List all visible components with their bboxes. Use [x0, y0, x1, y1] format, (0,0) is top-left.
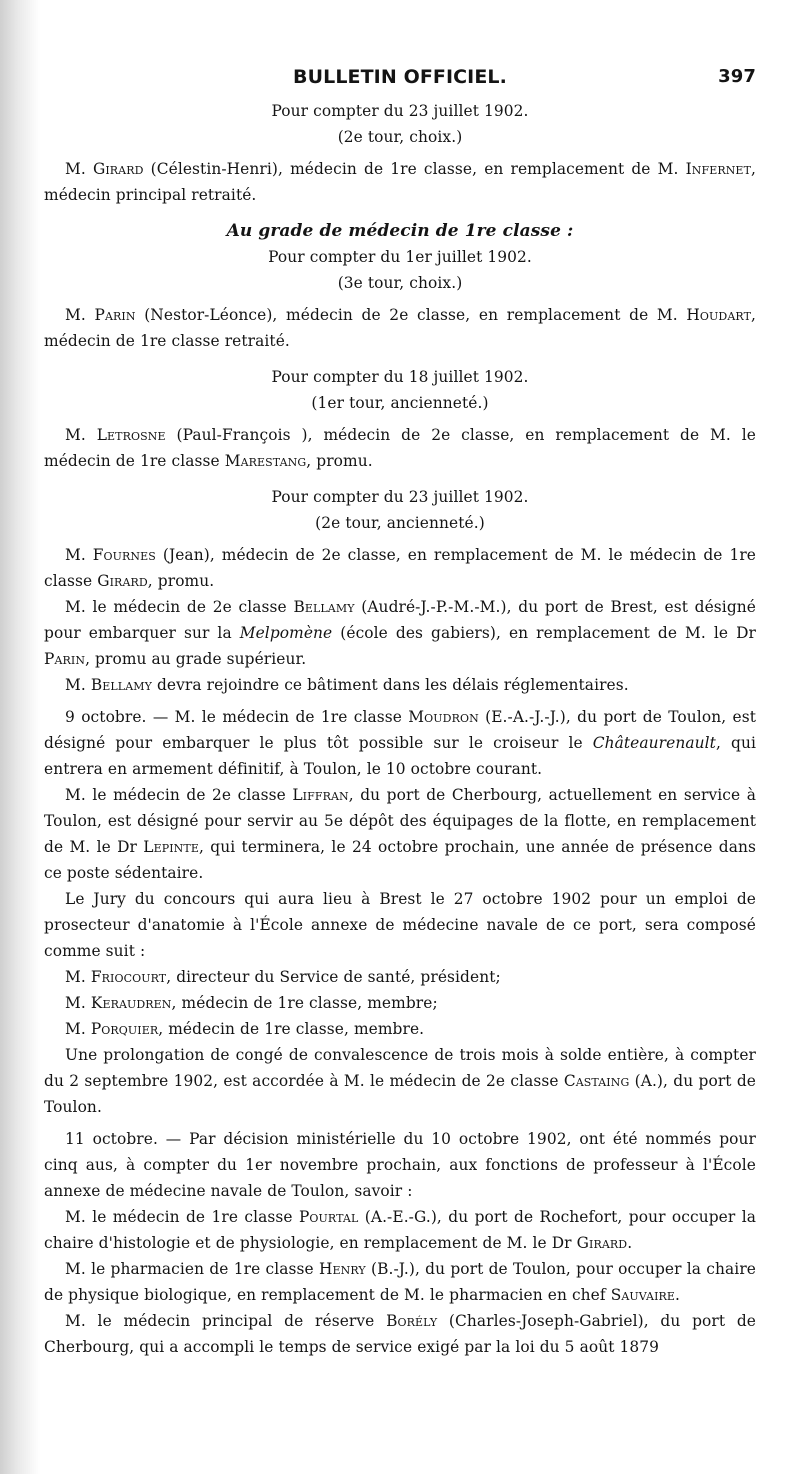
- running-title: BULLETIN OFFICIEL.: [293, 66, 507, 88]
- scan-edge-shadow: [0, 0, 40, 1474]
- tour-line: (2e tour, choix.): [337, 128, 463, 146]
- paragraph: M. le médecin de 1re classe Pourtal (A.-E.-G.), du port de Rochefort, pour occuper la chaire d'histologie et de physiologie, en remplacement de M. le Dr Girard.: [44, 1208, 756, 1252]
- section-heading: Au grade de médecin de 1re classe :: [226, 221, 574, 241]
- page-header: [44, 62, 756, 98]
- paragraph: M. Friocourt, directeur du Service de santé, président;: [65, 968, 501, 986]
- page-number: 397: [718, 66, 756, 87]
- paragraph: M. Letrosne (Paul-François ), médecin de 2e classe, en remplacement de M. le médecin de 1re classe Marestang, promu.: [44, 426, 756, 470]
- tour-line: (2e tour, ancienneté.): [315, 514, 485, 532]
- paragraph: M. Keraudren, médecin de 1re classe, membre;: [65, 994, 438, 1012]
- paragraph: M. Fournes (Jean), médecin de 2e classe, en remplacement de M. le médecin de 1re classe Girard, promu.: [44, 546, 756, 590]
- paragraph: M. Parin (Nestor-Léonce), médecin de 2e classe, en remplacement de M. Houdart, médecin de 1re classe retraité.: [44, 306, 757, 350]
- paragraph: M. Girard (Célestin-Henri), médecin de 1re classe, en remplacement de M. Infernet, médecin principal retraité.: [44, 160, 757, 204]
- paragraph: M. le médecin de 2e classe Liffran, du port de Cherbourg, actuellement en service à Toulon, est désigné pour servir au 5e dépôt des équipages de la flotte, en remplacement de M. le Dr Lepinte, qui terminera, le 24 octobre prochain, une année de présence dans ce poste sédentaire.: [44, 786, 756, 882]
- paragraph: 11 octobre. — Par décision ministérielle du 10 octobre 1902, ont été nommés pour cinq aus, à compter du 1er novembre prochain, aux fonctions de professeur à l'École annexe de médecine navale de Toulon, savoir :: [44, 1130, 756, 1200]
- paragraph: Le Jury du concours qui aura lieu à Brest le 27 octobre 1902 pour un emploi de prosecteur d'anatomie à l'École annexe de médecine navale de ce port, sera composé comme suit :: [44, 890, 756, 960]
- date-line: Pour compter du 1er juillet 1902.: [268, 248, 532, 266]
- tour-line: (1er tour, ancienneté.): [311, 394, 489, 412]
- document-page: [44, 62, 756, 1360]
- paragraph: M. le médecin de 2e classe Bellamy (Audré-J.-P.-M.-M.), du port de Brest, est désigné pour embarquer sur la Melpomène (école des gabiers), en remplacement de M. le Dr Parin, promu au grade supérieur.: [44, 598, 757, 668]
- paragraph: M. le pharmacien de 1re classe Henry (B.-J.), du port de Toulon, pour occuper la chaire de physique biologique, en remplacement de M. le pharmacien en chef Sauvaire.: [44, 1260, 756, 1304]
- date-line: Pour compter du 23 juillet 1902.: [271, 488, 529, 506]
- paragraph: M. le médecin principal de réserve Borély (Charles-Joseph-Gabriel), du port de Cherbourg, qui a accompli le temps de service exigé par la loi du 5 août 1879: [44, 1312, 756, 1356]
- date-line: Pour compter du 18 juillet 1902.: [271, 368, 529, 386]
- paragraph: Une prolongation de congé de convalescence de trois mois à solde entière, à compter du 2 septembre 1902, est accordée à M. le médecin de 2e classe Castaing (A.), du port de Toulon.: [44, 1046, 757, 1116]
- paragraph: M. Porquier, médecin de 1re classe, membre.: [65, 1020, 425, 1038]
- date-line: Pour compter du 23 juillet 1902.: [271, 102, 529, 120]
- paragraph: 9 octobre. — M. le médecin de 1re classe Moudron (E.-A.-J.-J.), du port de Toulon, est désigné pour embarquer le plus tôt possible sur le croiseur le Châteaurenault, qui entrera en armement définitif, à Toulon, le 10 octobre courant.: [44, 708, 756, 778]
- tour-line: (3e tour, choix.): [337, 274, 463, 292]
- paragraph: M. Bellamy devra rejoindre ce bâtiment dans les délais réglementaires.: [65, 676, 629, 694]
